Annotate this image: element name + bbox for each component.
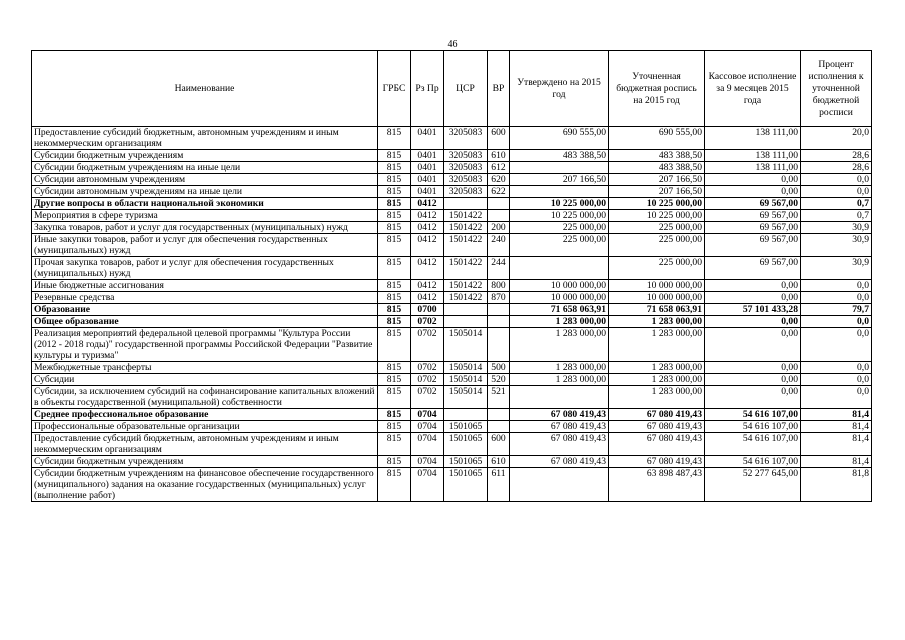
table-row [32, 386, 872, 409]
cell-rzpr: 0412 [411, 292, 444, 304]
cell-name: Профессиональные образовательные организации [32, 421, 378, 433]
table-row [32, 468, 872, 502]
cell-name: Закупка товаров, работ и услуг для государственных (муниципальных) нужд [32, 222, 378, 234]
cell-name: Другие вопросы в области национальной экономики [32, 198, 378, 210]
cell-csr: 1505014 [444, 374, 488, 386]
table-row [32, 456, 872, 468]
cell-rzpr: 0704 [411, 409, 444, 421]
cell-name: Образование [32, 304, 378, 316]
cell-csr: 1501422 [444, 210, 488, 222]
cell-refined: 67 080 419,43 [609, 456, 705, 468]
cell-approved [510, 468, 609, 502]
cell-grbs: 815 [378, 328, 411, 362]
cell-vr: 870 [488, 292, 510, 304]
cell-rzpr: 0401 [411, 150, 444, 162]
header-grbs: ГРБС [378, 51, 411, 127]
cell-grbs: 815 [378, 456, 411, 468]
page-number: 46 [447, 39, 458, 50]
cell-csr [444, 198, 488, 210]
cell-csr: 1501422 [444, 280, 488, 292]
cell-csr: 1501065 [444, 456, 488, 468]
cell-vr: 500 [488, 362, 510, 374]
cell-approved: 10 000 000,00 [510, 280, 609, 292]
cell-percent: 20,0 [801, 127, 872, 150]
cell-vr [488, 421, 510, 433]
cell-name: Иные бюджетные ассигнования [32, 280, 378, 292]
cell-vr: 610 [488, 456, 510, 468]
cell-vr [488, 304, 510, 316]
cell-grbs: 815 [378, 374, 411, 386]
cell-percent: 81,8 [801, 468, 872, 502]
cell-name: Среднее профессиональное образование [32, 409, 378, 421]
cell-percent: 79,7 [801, 304, 872, 316]
table-row [32, 186, 872, 198]
cell-rzpr: 0704 [411, 456, 444, 468]
cell-percent: 28,6 [801, 150, 872, 162]
cell-vr: 521 [488, 386, 510, 409]
cell-cash: 0,00 [705, 374, 801, 386]
cell-name: Общее образование [32, 316, 378, 328]
cell-rzpr: 0412 [411, 222, 444, 234]
cell-grbs: 815 [378, 198, 411, 210]
cell-grbs: 815 [378, 316, 411, 328]
cell-grbs: 815 [378, 162, 411, 174]
cell-approved: 67 080 419,43 [510, 421, 609, 433]
cell-grbs: 815 [378, 234, 411, 257]
cell-name: Субсидии автономным учреждениям [32, 174, 378, 186]
cell-cash: 69 567,00 [705, 257, 801, 280]
cell-refined: 483 388,50 [609, 150, 705, 162]
cell-approved: 225 000,00 [510, 234, 609, 257]
cell-refined: 10 000 000,00 [609, 280, 705, 292]
table-row [32, 280, 872, 292]
cell-percent: 0,0 [801, 186, 872, 198]
cell-csr: 1505014 [444, 328, 488, 362]
cell-approved: 1 283 000,00 [510, 328, 609, 362]
table-row [32, 374, 872, 386]
cell-refined: 225 000,00 [609, 257, 705, 280]
cell-rzpr: 0704 [411, 433, 444, 456]
cell-grbs: 815 [378, 468, 411, 502]
table-row [32, 304, 872, 316]
header-rzpr: Рз Пр [411, 51, 444, 127]
cell-percent: 0,0 [801, 328, 872, 362]
table-row [32, 198, 872, 210]
cell-vr: 800 [488, 280, 510, 292]
cell-refined: 1 283 000,00 [609, 386, 705, 409]
cell-vr: 611 [488, 468, 510, 502]
cell-cash: 0,00 [705, 316, 801, 328]
cell-refined: 71 658 063,91 [609, 304, 705, 316]
cell-percent: 30,9 [801, 222, 872, 234]
cell-refined: 225 000,00 [609, 234, 705, 257]
cell-refined: 67 080 419,43 [609, 421, 705, 433]
cell-cash: 69 567,00 [705, 210, 801, 222]
cell-vr: 610 [488, 150, 510, 162]
cell-name: Реализация мероприятий федеральной целевой программы "Культура России (2012 - 2018 годы)" государственной программы Российской Федерации "Развитие культуры и туризма" [32, 328, 378, 362]
cell-refined: 207 166,50 [609, 186, 705, 198]
table-row [32, 127, 872, 150]
cell-vr: 520 [488, 374, 510, 386]
cell-name: Предоставление субсидий бюджетным, автономным учреждениям и иным некоммерческим организациям [32, 127, 378, 150]
cell-approved: 1 283 000,00 [510, 316, 609, 328]
cell-percent: 0,0 [801, 316, 872, 328]
cell-grbs: 815 [378, 421, 411, 433]
cell-grbs: 815 [378, 127, 411, 150]
cell-grbs: 815 [378, 150, 411, 162]
cell-cash: 54 616 107,00 [705, 433, 801, 456]
cell-rzpr: 0412 [411, 198, 444, 210]
cell-vr: 240 [488, 234, 510, 257]
cell-csr [444, 316, 488, 328]
cell-csr: 1505014 [444, 362, 488, 374]
cell-percent: 81,4 [801, 433, 872, 456]
cell-cash: 69 567,00 [705, 234, 801, 257]
cell-approved: 10 225 000,00 [510, 210, 609, 222]
cell-refined: 1 283 000,00 [609, 328, 705, 362]
cell-cash: 0,00 [705, 292, 801, 304]
cell-csr: 1501422 [444, 234, 488, 257]
cell-rzpr: 0700 [411, 304, 444, 316]
cell-refined: 10 225 000,00 [609, 210, 705, 222]
cell-approved [510, 257, 609, 280]
cell-csr: 3205083 [444, 162, 488, 174]
table-row [32, 234, 872, 257]
table-row [32, 210, 872, 222]
header-csr: ЦСР [444, 51, 488, 127]
table-row [32, 421, 872, 433]
cell-percent: 0,0 [801, 374, 872, 386]
cell-vr: 620 [488, 174, 510, 186]
cell-csr: 1501422 [444, 257, 488, 280]
cell-grbs: 815 [378, 222, 411, 234]
table-row [32, 174, 872, 186]
header-refined: Уточненная бюджетная роспись на 2015 год [609, 51, 705, 127]
cell-cash: 69 567,00 [705, 222, 801, 234]
cell-vr [488, 210, 510, 222]
cell-name: Субсидии бюджетным учреждениям [32, 150, 378, 162]
cell-cash: 0,00 [705, 362, 801, 374]
cell-vr: 200 [488, 222, 510, 234]
cell-approved: 67 080 419,43 [510, 433, 609, 456]
cell-grbs: 815 [378, 186, 411, 198]
cell-name: Субсидии бюджетным учреждениям на иные цели [32, 162, 378, 174]
cell-approved: 207 166,50 [510, 174, 609, 186]
cell-csr: 3205083 [444, 174, 488, 186]
cell-cash: 69 567,00 [705, 198, 801, 210]
cell-grbs: 815 [378, 174, 411, 186]
cell-cash: 0,00 [705, 386, 801, 409]
cell-rzpr: 0702 [411, 386, 444, 409]
cell-rzpr: 0412 [411, 257, 444, 280]
cell-refined: 67 080 419,43 [609, 409, 705, 421]
cell-rzpr: 0412 [411, 234, 444, 257]
cell-approved: 690 555,00 [510, 127, 609, 150]
cell-cash: 54 616 107,00 [705, 456, 801, 468]
cell-cash: 0,00 [705, 328, 801, 362]
cell-cash: 138 111,00 [705, 150, 801, 162]
table-row [32, 292, 872, 304]
cell-cash: 0,00 [705, 186, 801, 198]
cell-rzpr: 0704 [411, 468, 444, 502]
cell-percent: 0,7 [801, 210, 872, 222]
header-cash: Кассовое исполнение за 9 месяцев 2015 года [705, 51, 801, 127]
cell-grbs: 815 [378, 386, 411, 409]
cell-vr: 612 [488, 162, 510, 174]
cell-rzpr: 0401 [411, 162, 444, 174]
cell-csr: 1501065 [444, 433, 488, 456]
cell-rzpr: 0702 [411, 374, 444, 386]
cell-csr: 1501065 [444, 421, 488, 433]
cell-approved: 10 000 000,00 [510, 292, 609, 304]
cell-cash: 0,00 [705, 280, 801, 292]
cell-vr [488, 316, 510, 328]
cell-rzpr: 0702 [411, 316, 444, 328]
cell-name: Субсидии бюджетным учреждениям на финансовое обеспечение государственного (муниципального) задания на оказание государственных (муниципальных) услуг (выполнение работ) [32, 468, 378, 502]
cell-csr: 1501422 [444, 292, 488, 304]
cell-approved: 67 080 419,43 [510, 409, 609, 421]
cell-approved: 10 225 000,00 [510, 198, 609, 210]
cell-percent: 81,4 [801, 409, 872, 421]
cell-refined: 207 166,50 [609, 174, 705, 186]
cell-name: Прочая закупка товаров, работ и услуг для обеспечения государственных (муниципальных) нужд [32, 257, 378, 280]
cell-grbs: 815 [378, 280, 411, 292]
cell-percent: 0,0 [801, 174, 872, 186]
cell-percent: 0,0 [801, 280, 872, 292]
cell-grbs: 815 [378, 304, 411, 316]
budget-execution-table [31, 50, 872, 502]
cell-percent: 81,4 [801, 421, 872, 433]
cell-name: Субсидии автономным учреждениям на иные цели [32, 186, 378, 198]
cell-vr [488, 328, 510, 362]
cell-rzpr: 0412 [411, 210, 444, 222]
cell-refined: 1 283 000,00 [609, 316, 705, 328]
cell-csr: 1505014 [444, 386, 488, 409]
cell-rzpr: 0412 [411, 280, 444, 292]
cell-cash: 52 277 645,00 [705, 468, 801, 502]
cell-approved: 71 658 063,91 [510, 304, 609, 316]
cell-percent: 81,4 [801, 456, 872, 468]
cell-vr: 244 [488, 257, 510, 280]
cell-name: Субсидии бюджетным учреждениям [32, 456, 378, 468]
table-row [32, 362, 872, 374]
header-vr: ВР [488, 51, 510, 127]
cell-cash: 54 616 107,00 [705, 421, 801, 433]
header-name: Наименование [32, 51, 378, 127]
table-row [32, 162, 872, 174]
cell-name: Иные закупки товаров, работ и услуг для обеспечения государственных (муниципальных) нужд [32, 234, 378, 257]
cell-refined: 1 283 000,00 [609, 362, 705, 374]
cell-grbs: 815 [378, 292, 411, 304]
cell-grbs: 815 [378, 210, 411, 222]
cell-vr: 600 [488, 127, 510, 150]
cell-vr: 600 [488, 433, 510, 456]
cell-vr: 622 [488, 186, 510, 198]
cell-vr [488, 198, 510, 210]
cell-rzpr: 0401 [411, 174, 444, 186]
cell-percent: 28,6 [801, 162, 872, 174]
cell-csr: 1501065 [444, 468, 488, 502]
cell-approved: 483 388,50 [510, 150, 609, 162]
cell-grbs: 815 [378, 433, 411, 456]
cell-name: Резервные средства [32, 292, 378, 304]
cell-refined: 10 000 000,00 [609, 292, 705, 304]
cell-csr: 3205083 [444, 127, 488, 150]
cell-csr: 1501422 [444, 222, 488, 234]
cell-refined: 10 225 000,00 [609, 198, 705, 210]
cell-percent: 30,9 [801, 234, 872, 257]
cell-refined: 483 388,50 [609, 162, 705, 174]
cell-approved: 225 000,00 [510, 222, 609, 234]
cell-cash: 138 111,00 [705, 127, 801, 150]
cell-approved: 67 080 419,43 [510, 456, 609, 468]
table-row [32, 257, 872, 280]
table-row [32, 150, 872, 162]
cell-vr [488, 409, 510, 421]
cell-percent: 0,0 [801, 386, 872, 409]
cell-grbs: 815 [378, 257, 411, 280]
cell-csr: 3205083 [444, 186, 488, 198]
cell-percent: 0,0 [801, 292, 872, 304]
cell-rzpr: 0401 [411, 127, 444, 150]
cell-csr [444, 304, 488, 316]
cell-grbs: 815 [378, 409, 411, 421]
cell-csr: 3205083 [444, 150, 488, 162]
table-row [32, 433, 872, 456]
table-row [32, 316, 872, 328]
cell-percent: 0,0 [801, 362, 872, 374]
cell-rzpr: 0704 [411, 421, 444, 433]
cell-refined: 67 080 419,43 [609, 433, 705, 456]
cell-name: Предоставление субсидий бюджетным, автономным учреждениям и иным некоммерческим организациям [32, 433, 378, 456]
cell-grbs: 815 [378, 362, 411, 374]
cell-cash: 57 101 433,28 [705, 304, 801, 316]
cell-name: Межбюджетные трансферты [32, 362, 378, 374]
cell-cash: 54 616 107,00 [705, 409, 801, 421]
cell-name: Субсидии [32, 374, 378, 386]
cell-approved [510, 186, 609, 198]
cell-approved: 1 283 000,00 [510, 374, 609, 386]
cell-name: Субсидии, за исключением субсидий на софинансирование капитальных вложений в объекты государственной (муниципальной) собственности [32, 386, 378, 409]
cell-csr [444, 409, 488, 421]
cell-approved [510, 386, 609, 409]
table-row [32, 328, 872, 362]
cell-approved: 1 283 000,00 [510, 362, 609, 374]
cell-rzpr: 0702 [411, 328, 444, 362]
cell-refined: 63 898 487,43 [609, 468, 705, 502]
cell-rzpr: 0401 [411, 186, 444, 198]
cell-cash: 138 111,00 [705, 162, 801, 174]
table-header-row [32, 51, 872, 127]
cell-percent: 30,9 [801, 257, 872, 280]
cell-refined: 1 283 000,00 [609, 374, 705, 386]
cell-refined: 225 000,00 [609, 222, 705, 234]
cell-rzpr: 0702 [411, 362, 444, 374]
table-row [32, 222, 872, 234]
cell-approved [510, 162, 609, 174]
table-row [32, 409, 872, 421]
header-percent: Процент исполнения к уточненной бюджетной росписи [801, 51, 872, 127]
cell-cash: 0,00 [705, 174, 801, 186]
cell-name: Мероприятия в сфере туризма [32, 210, 378, 222]
header-approved: Утверждено на 2015 год [510, 51, 609, 127]
cell-refined: 690 555,00 [609, 127, 705, 150]
cell-percent: 0,7 [801, 198, 872, 210]
